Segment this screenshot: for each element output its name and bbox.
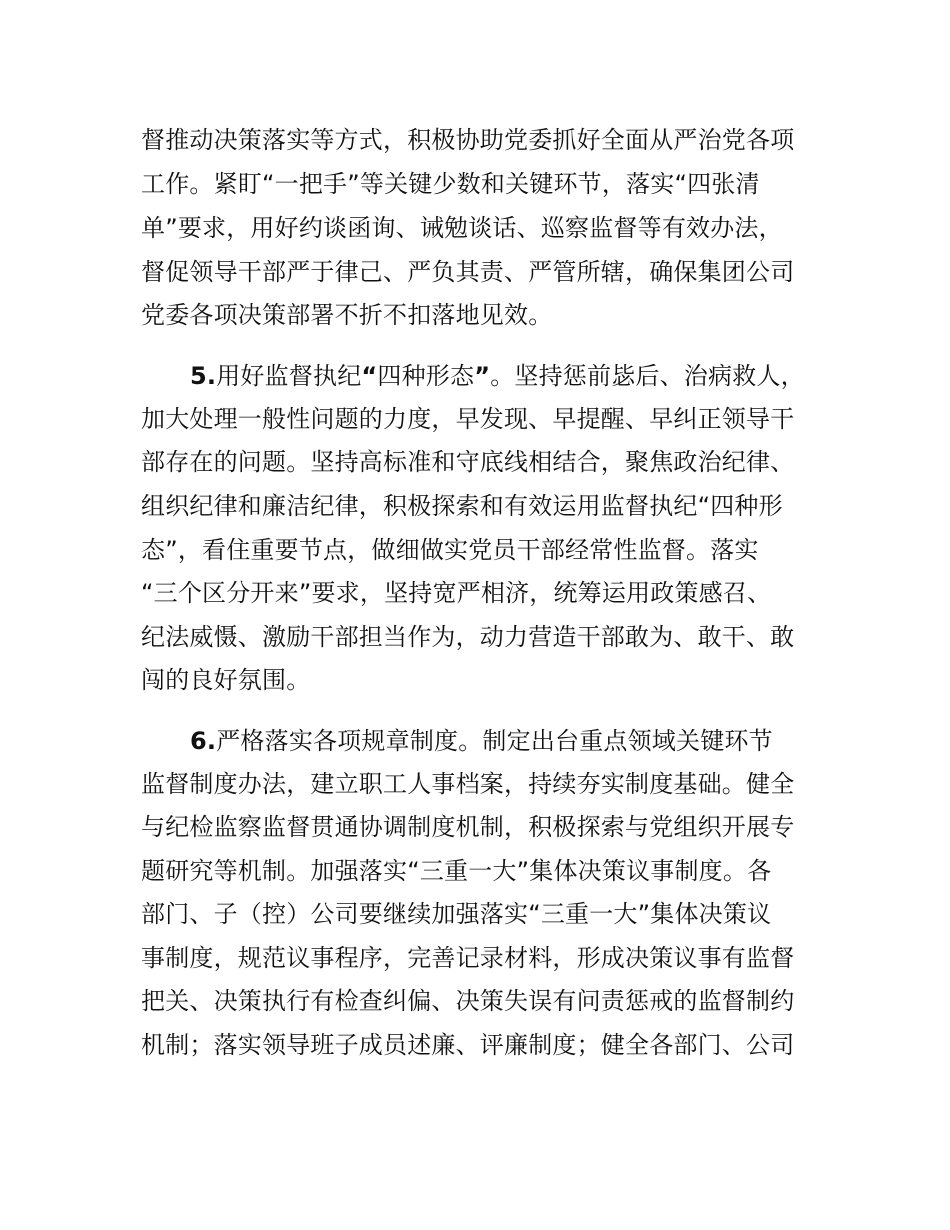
paragraph-line: 事制度，规范议事程序，完善记录材料，形成决策议事有监督 [141,944,795,972]
paragraph-line: 部门、子（控）公司要继续加强落实“三重一大”集体决策议 [141,900,772,928]
section-text: 。坚持惩前毖后、治病救人， [490,362,805,390]
section-number: 5. [190,362,217,390]
paragraph-line: 闯的良好氛围。 [141,666,311,694]
paragraph-line: 监督制度办法，建立职工人事档案，持续夯实制度基础。健全 [141,770,795,798]
paragraph-line: 把关、决策执行有检查纠偏、决策失误有问责惩戒的监督制约 [141,987,795,1015]
paragraph-line: 题研究等机制。加强落实“三重一大”集体决策议事制度。各 [141,857,772,885]
quote-mark: “ [361,362,378,390]
paragraph-line: 组织纪律和廉洁纪律，积极探索和有效运用监督执纪“四种形 [141,492,783,520]
quote-mark: ” [474,362,491,390]
paragraph-line: “三个区分开来”要求，坚持宽严相济，统筹运用政策感召、 [141,579,772,607]
paragraph-line: 党委各项决策部署不折不扣落地见效。 [141,301,553,329]
paragraph-line: 纪法威慑、激励干部担当作为，动力营造干部敢为、敢干、敢 [141,623,795,651]
section-text: 。制定出台重点领域关键环节 [458,727,773,755]
paragraph-line: 加大处理一般性问题的力度，早发现、早提醒、早纠正领导干 [141,405,795,433]
paragraph-line: 督促领导干部严于律己、严负其责、严管所辖，确保集团公司 [141,258,795,286]
section-5-heading-line [190,361,870,391]
section-6-heading-line [190,726,870,756]
section-title: 严格落实各项规章制度 [216,727,459,755]
section-title: 用好监督执纪 [216,362,362,390]
paragraph-line: 单”要求，用好约谈函询、诫勉谈话、巡察监督等有效办法， [141,214,783,242]
paragraph-line: 与纪检监察监督贯通协调制度机制，积极探索与党组织开展专 [141,813,795,841]
paragraph-line: 工作。紧盯“一把手”等关键少数和关键环节，落实“四张清 [141,170,760,198]
paragraph-line: 态”，看住重要节点，做细做实党员干部经常性监督。落实 [141,536,759,564]
section-title-quoted: 四种形态 [377,362,475,390]
paragraph-line: 机制；落实领导班子成员述廉、评廉制度；健全各部门、公司 [141,1031,795,1059]
paragraph-line: 督推动决策落实等方式，积极协助党委抓好全面从严治党各项 [141,126,795,154]
section-number: 6. [190,727,217,755]
paragraph-line: 部存在的问题。坚持高标准和守底线相结合，聚焦政治纪律、 [141,448,795,476]
